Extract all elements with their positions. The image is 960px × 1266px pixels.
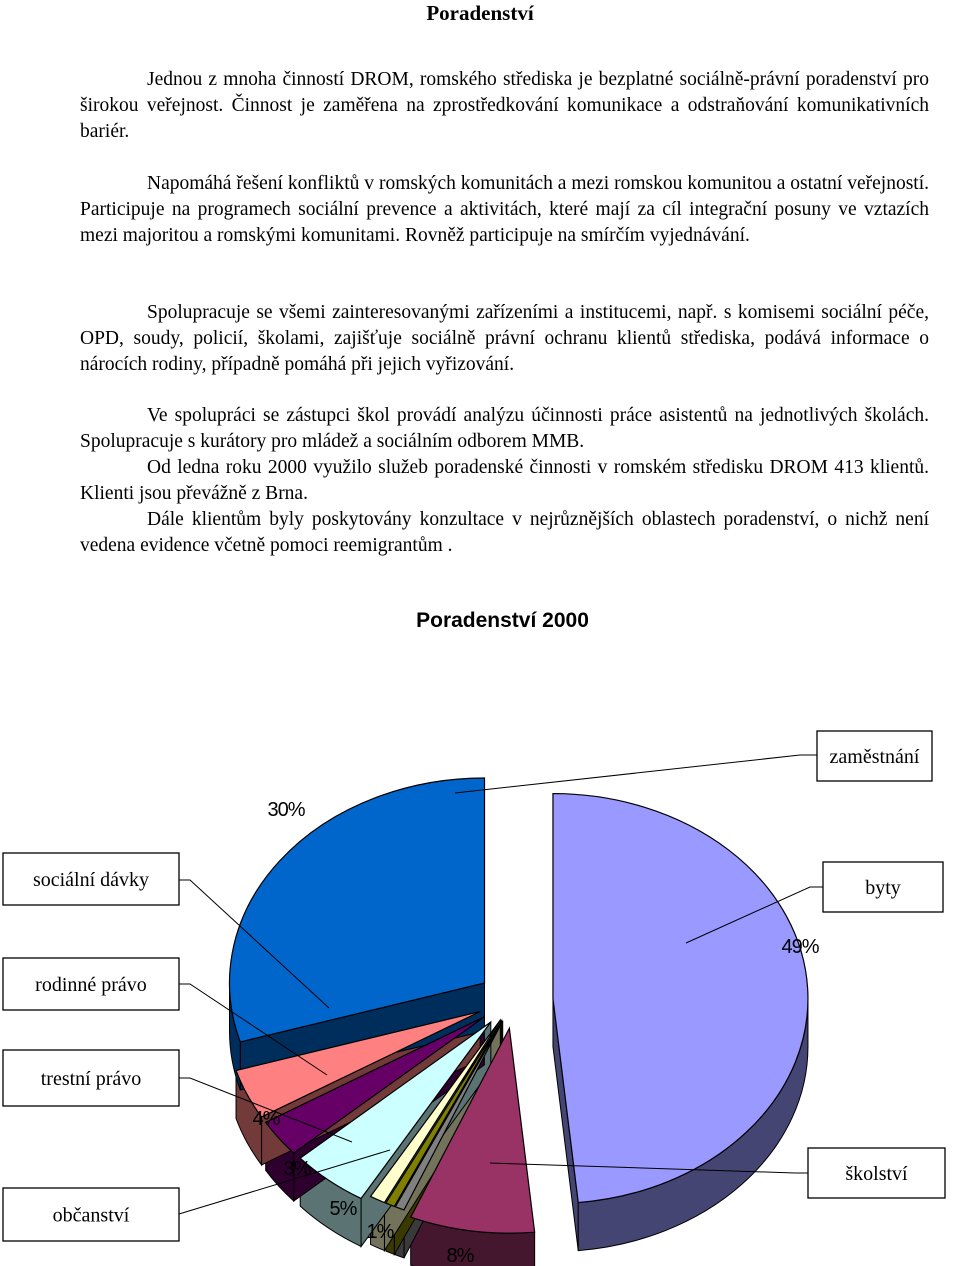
paragraph: Jednou z mnoha činností DROM, romského střediska je bezplatné sociálně-právní poradenství pro širokou veřejnost. Činnost je zaměřena na zprostředkování komunikace a odstraňování komunikativních bariér.	[80, 69, 929, 142]
data-label-obcanstvi: 1%	[366, 1221, 394, 1243]
data-label-byty: 49%	[781, 936, 819, 958]
paragraph: Napomáhá řešení konfliktů v romských komunitách a mezi romskou komunitou a ostatní veřejností. Participuje na programech sociální prevence a aktivitách, které mají za cíl integrační posuny ve vztazích mezi majoritou a romskými komunitami. Rovněž participuje na smírčím vyjednávání.	[80, 173, 929, 246]
chart-title: Poradenství 2000	[416, 609, 589, 632]
paragraph: Dále klientům byly poskytovány konzultace v nejrůznějších oblastech poradenství, o nichž není vedena evidence včetně pomoci reemigrantům .	[80, 509, 929, 556]
legend-label-obcanstvi: občanství	[52, 1204, 130, 1227]
paragraph: Od ledna roku 2000 využilo služeb poradenské činnosti v romském středisku DROM 413 klientů. Klienti jsou převážně z Brna.	[80, 457, 929, 504]
legend-label-rodinne-pravo: rodinné právo	[35, 974, 147, 996]
legend-label-trestni-pravo: trestní právo	[40, 1068, 142, 1090]
page-heading: Poradenství	[426, 1, 534, 25]
data-label-trestni-pravo: 5%	[329, 1198, 357, 1220]
data-label-rodinne-pravo: 3%	[283, 1158, 311, 1180]
data-label-socialni-davky: 4%	[252, 1108, 280, 1130]
legend-label-byty: byty	[865, 877, 901, 899]
legend-label-zamestnani: zaměstnání	[829, 746, 920, 768]
leader-line-zamestnani	[455, 755, 817, 793]
paragraph: Spolupracuje se všemi zainteresovanými zařízeními a institucemi, např. s komisemi sociální péče, OPD, soudy, policií, školami, zajišťuje sociálně právní ochranu klientů střediska, podává informace o nárocích rodiny, případně pomáhá při jejich vyřizování.	[80, 302, 929, 375]
legend-label-skolstvi: školství	[845, 1163, 908, 1185]
paragraph: Ve spolupráci se zástupci škol provádí analýzu účinnosti práce asistentů na jednotlivých školách. Spolupracuje s kurátory pro mládež a sociálním odborem MMB.	[80, 405, 929, 452]
data-label-zamestnani: 30%	[267, 799, 305, 821]
legend-label-socialni-davky: sociální dávky	[32, 869, 150, 891]
data-label-skolstvi: 8%	[446, 1245, 474, 1266]
